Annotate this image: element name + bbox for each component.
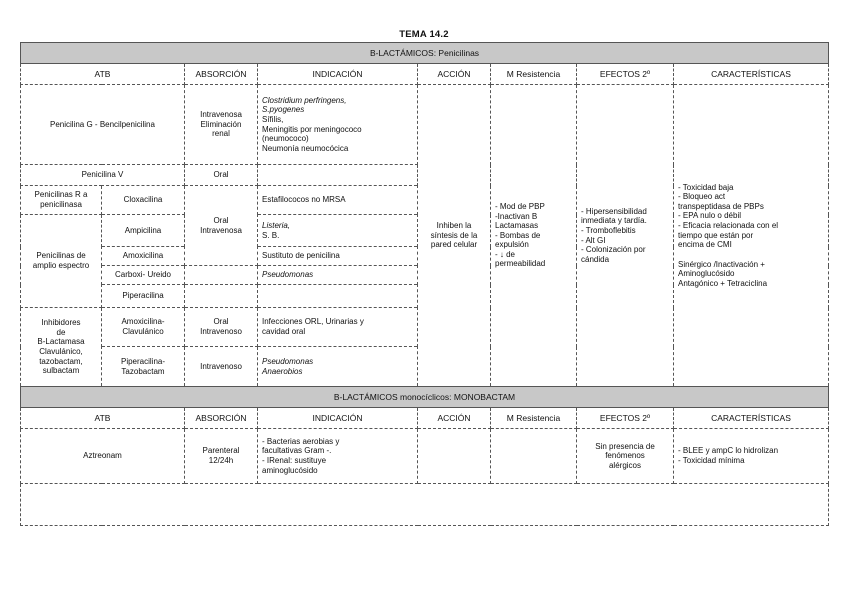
atb-cell: Cloxacilina — [102, 186, 185, 215]
atb-cell: Ampicilina — [102, 215, 185, 247]
atb-cell: Amoxicilina- Clavulánico — [102, 308, 185, 347]
absorcion-cell: Parenteral 12/24h — [185, 429, 258, 484]
absorcion-cell: Intravenoso — [185, 347, 258, 387]
atb-cell: Carboxi- Ureido — [102, 266, 185, 285]
efectos-cell: Sin presencia de fenómenos alérgicos — [577, 429, 674, 484]
atb-cell: Aztreonam — [21, 429, 185, 484]
header-caracteristicas: CARACTERÍSTICAS — [674, 64, 829, 85]
empty-row — [21, 484, 829, 526]
caracteristicas-cell: - BLEE y ampC lo hidrolizan - Toxicidad mínima — [674, 429, 829, 484]
group-cell: Inhibidores de B-Lactamasa Clavulánico, tazobactam, sulbactam — [21, 308, 102, 387]
empty-cell — [21, 484, 829, 526]
group-cell: Penicilinas R a penicilinasa — [21, 186, 102, 215]
accion-cell — [418, 429, 491, 484]
indicacion-cell: Estafilococos no MRSA — [258, 186, 418, 215]
indicacion-cell: Pseudomonas Anaerobios — [258, 347, 418, 387]
header-atb: ATB — [21, 64, 185, 85]
atb-cell: Piperacilina- Tazobactam — [102, 347, 185, 387]
absorcion-cell: Oral Intravenoso — [185, 308, 258, 347]
caracteristicas-cell: - Toxicidad baja - Bloqueo act transpeptidasa de PBPs - EPA nulo o débil - Eficacia relacionada con el tiempo que están por encima de CMI Sinérgico /Inactivación + Aminoglucósido Antagónico + Tetraciclina — [674, 85, 829, 387]
indicacion-cell: Pseudomonas — [258, 266, 418, 285]
indicacion-cell: Infecciones ORL, Urinarias y cavidad oral — [258, 308, 418, 347]
section-title: B-LACTÁMICOS monocíclicos: MONOBACTAM — [21, 387, 829, 408]
header-absorcion: ABSORCIÓN — [185, 64, 258, 85]
header-indicacion: INDICACIÓN — [258, 64, 418, 85]
header-atb: ATB — [21, 408, 185, 429]
header-efectos: EFECTOS 2º — [577, 408, 674, 429]
indicacion-cell: Listeria, S. B. — [258, 215, 418, 247]
column-header-row — [21, 408, 829, 429]
absorcion-cell — [185, 285, 258, 308]
atb-cell: Penicilina G - Bencilpenicilina — [21, 85, 185, 165]
table-row — [21, 85, 829, 165]
efectos-cell: - Hipersensibilidad inmediata y tardía. - Tromboflebitis - Alt GI - Colonización por cándida — [577, 85, 674, 387]
column-header-row — [21, 64, 829, 85]
indicacion-cell — [258, 165, 418, 186]
section-header-monobactam — [21, 387, 829, 408]
atb-cell: Piperacilina — [102, 285, 185, 308]
absorcion-cell: Oral — [185, 165, 258, 186]
indicacion-cell: Sustituto de penicilina — [258, 247, 418, 266]
header-accion: ACCIÓN — [418, 64, 491, 85]
resistencia-cell: - Mod de PBP -Inactivan B Lactamasas - Bombas de expulsión - ↓ de permeabilidad — [491, 85, 577, 387]
group-cell: Penicilinas de amplio espectro — [21, 215, 102, 308]
section-header-penicilinas — [21, 43, 829, 64]
document-title: TEMA 14.2 — [399, 29, 449, 40]
indicacion-cell — [258, 285, 418, 308]
absorcion-cell — [185, 266, 258, 285]
header-caracteristicas: CARACTERÍSTICAS — [674, 408, 829, 429]
header-absorcion: ABSORCIÓN — [185, 408, 258, 429]
atb-cell: Amoxicilina — [102, 247, 185, 266]
antibiotics-table — [20, 42, 829, 526]
header-accion: ACCIÓN — [418, 408, 491, 429]
header-efectos: EFECTOS 2º — [577, 64, 674, 85]
indicacion-cell: - Bacterias aerobias y facultativas Gram -. - IRenal: sustituye aminoglucósido — [258, 429, 418, 484]
table-row — [21, 429, 829, 484]
atb-cell: Penicilina V — [21, 165, 185, 186]
indicacion-cell: Clostridium perfringens, S.pyogenes Sífilis, Meningitis por meningococo (neumococo) Neumonía neumocócica — [258, 85, 418, 165]
accion-cell: Inhiben la síntesis de la pared celular — [418, 85, 491, 387]
absorcion-cell: Oral Intravenosa — [185, 186, 258, 266]
section-title: B-LACTÁMICOS: Penicilinas — [21, 43, 829, 64]
header-indicacion: INDICACIÓN — [258, 408, 418, 429]
resistencia-cell — [491, 429, 577, 484]
header-resistencia: M Resistencia — [491, 408, 577, 429]
absorcion-cell: Intravenosa Eliminación renal — [185, 85, 258, 165]
header-resistencia: M Resistencia — [491, 64, 577, 85]
